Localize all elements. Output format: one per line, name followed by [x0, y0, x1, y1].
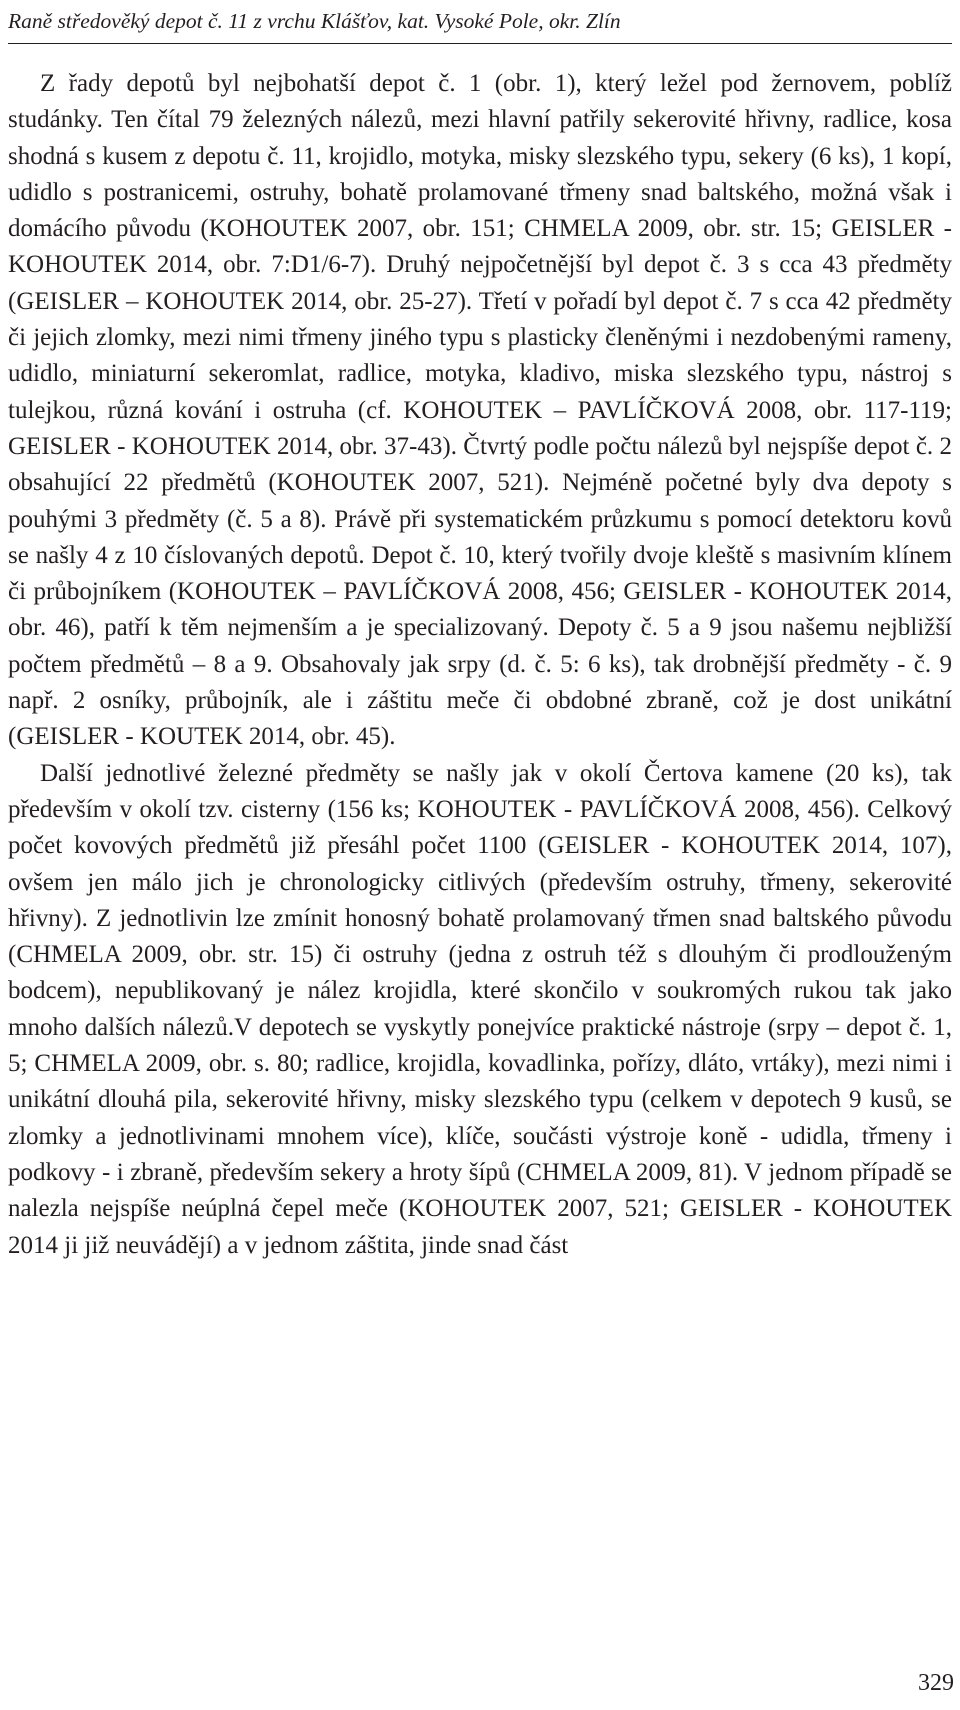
body-text: [8, 66, 952, 1264]
page-number: 329: [918, 1670, 954, 1696]
running-header: Raně středověký depot č. 11 z vrchu Klášťov, kat. Vysoké Pole, okr. Zlín: [8, 9, 621, 33]
paragraph-2: Další jednotlivé železné předměty se našly jak v okolí Čertova kamene (20 ks), tak především v okolí tzv. cisterny (156 ks; KOHOUTEK - PAVLÍČKOVÁ 2008, 456). Celkový počet kovových předmětů již přesáhl počet 1100 (GEISLER - KOHOUTEK 2014, 107), ovšem jen málo jich je chronologicky citlivých (především ostruhy, třmeny, sekerovité hřivny). Z jednotlivin lze zmínit honosný bohatě prolamovaný třmen snad baltského původu (CHMELA 2009, obr. str. 15) či ostruhy (jedna z ostruh též s dlouhým či prodlouženým bodcem), nepublikovaný je nález krojidla, které skončilo v soukromých rukou tak jako mnoho dalších nálezů.V depotech se vyskytly ponejvíce praktické nástroje (srpy – depot č. 1, 5; CHMELA 2009, obr. s. 80; radlice, krojidla, kovadlinka, pořízy, dláto, vrtáky), mezi nimi i unikátní dlouhá pila, sekerovité hřivny, misky slezského typu (celkem v depotech 9 kusů, se zlomky a jednotlivinami mnohem více), klíče, součásti výstroje koně - udidla, třmeny i podkovy - i zbraně, především sekery a hroty šípů (CHMELA 2009, 81). V jednom případě se nalezla nejspíše neúplná čepel meče (KOHOUTEK 2007, 521; GEISLER - KOHOUTEK 2014 ji již neuvádějí) a v jednom záštita, jinde snad část: [8, 759, 952, 1259]
header-rule: [8, 43, 952, 44]
paragraph-1: Z řady depotů byl nejbohatší depot č. 1 (obr. 1), který ležel pod žernovem, poblíž studánky. Ten čítal 79 železných nálezů, mezi hlavní patřily sekerovité hřivny, radlice, kosa shodná s kusem z depotu č. 11, krojidlo, motyka, misky slezského typu, sekery (6 ks), 1 kopí, udidlo s postranicemi, ostruhy, bohatě prolamované třmeny snad baltského, možná však i domácího původu (KOHOUTEK 2007, obr. 151; CHMELA 2009, obr. str. 15; GEISLER - KOHOUTEK 2014, obr. 7:D1/6-7). Druhý nejpočetnější byl depot č. 3 s cca 43 předměty (GEISLER – KOHOUTEK 2014, obr. 25-27). Třetí v pořadí byl depot č. 7 s cca 42 předměty či jejich zlomky, mezi nimi třmeny jiného typu s plasticky členěnými i nezdobenými rameny, udidlo, miniaturní sekeromlat, radlice, motyka, kladivo, miska slezského typu, nástroj s tulejkou, různá kování i ostruha (cf. KOHOUTEK – PAVLÍČKOVÁ 2008, obr. 117-119; GEISLER - KOHOUTEK 2014, obr. 37-43). Čtvrtý podle počtu nálezů byl nejspíše depot č. 2 obsahující 22 předmětů (KOHOUTEK 2007, 521). Nejméně početné byly dva depoty s pouhými 3 předměty (č. 5 a 8). Právě při systematickém průzkumu s pomocí detektoru kovů se našly 4 z 10 číslovaných depotů. Depot č. 10, který tvořily dvoje kleště s masivním klínem či průbojníkem (KOHOUTEK – PAVLÍČKOVÁ 2008, 456; GEISLER - KOHOUTEK 2014, obr. 46), patří k těm nejmenším a je specializovaný. Depoty č. 5 a 9 jsou našemu nejbližší počtem předmětů – 8 a 9. Obsahovaly jak srpy (d. č. 5: 6 ks), tak drobnější předměty - č. 9 např. 2 osníky, průbojník, ale i záštitu meče či obdobné zbraně, což je dost unikátní (GEISLER - KOUTEK 2014, obr. 45).: [8, 70, 952, 751]
